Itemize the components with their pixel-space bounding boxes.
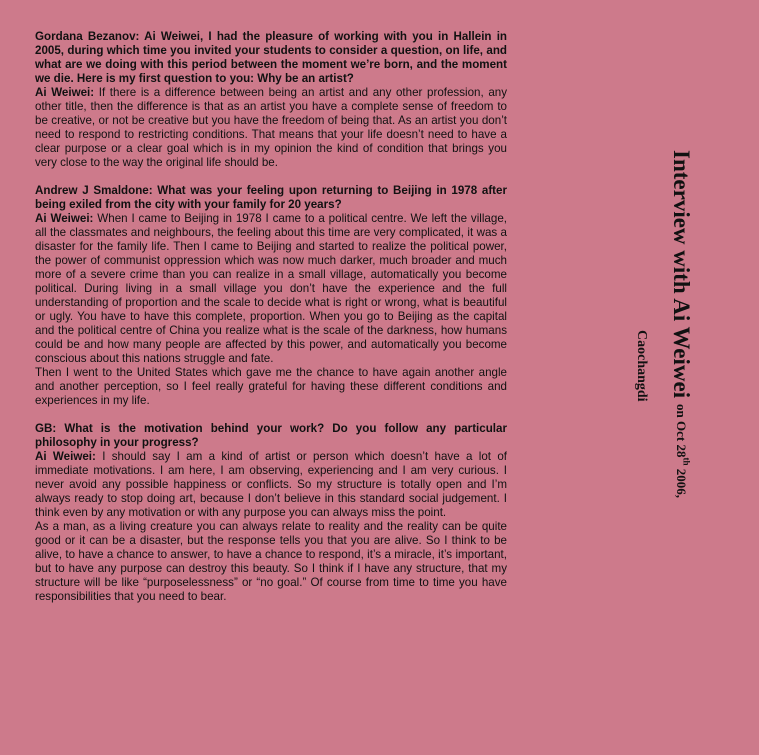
- title-date-suffix: 2006,: [674, 468, 689, 498]
- title-date-prefix: on Oct 28: [674, 403, 689, 458]
- answer-2-continuation: Then I went to the United States which gave me the chance to have again another angle and another perception, so I feel really grateful for having these different conditions and experiences in my life.: [35, 366, 507, 407]
- answer-3-speaker: Ai Weiwei:: [35, 450, 96, 463]
- answer-2: [35, 212, 507, 366]
- answer-2-text: When I came to Beijing in 1978 I came to a political centre. We left the village, all the classmates and neighbours, the feeling about this time are very complicated, it was a disaster for the family life. Then I came to Beijing and started to realize the political power, the power of communist oppression which was now much darker, much broader and much more of a severe crime than you can realize in a small village, automatically you become political. During living in a small village you don’t have the experience and the full understanding of proportion and the scale to decide what is right or wrong, what is beautiful or ugly. You have to have this complete, proportion. When you go to Beijing as the capital and the political centre of China you realize what is the scale of the darkness, how humans could be and how many people are affected by this power, and automatically you become conscious about this nations struggle and fate.: [35, 212, 507, 365]
- qa-block-2: [35, 184, 507, 408]
- question-2: Andrew J Smaldone: What was your feeling upon returning to Beijing in 1978 after being exiled from the city with your family for 20 years?: [35, 184, 507, 211]
- question-3: GB: What is the motivation behind your work? Do you follow any particular philosophy in your progress?: [35, 422, 507, 449]
- question-1: Gordana Bezanov: Ai Weiwei, I had the pleasure of working with you in Hallein in 2005, during which time you invited your students to consider a question, on life, and what are we doing with this period between the moment we’re born, and the moment we die. Here is my first question to you: Why be an artist?: [35, 30, 507, 85]
- title-date-sup: th: [681, 457, 692, 466]
- interview-text-column: [35, 30, 507, 618]
- answer-3-continuation: As a man, as a living creature you can always relate to reality and the reality can be quite good or it can be a disaster, but the response tells you that you are alive. So I think to be alive, to have a chance to answer, to have a chance to respond, it’s a miracle, it’s important, but to have any purpose can destroy this beauty. So I think if I have any structure, that my structure will be like “purposelessness” or “no goal.” Of course from time to time you have responsibilities that you need to bear.: [35, 520, 507, 603]
- answer-1: [35, 86, 507, 170]
- title-main: Interview with Ai Weiwei: [669, 150, 694, 399]
- qa-block-3: [35, 422, 507, 604]
- answer-3: [35, 450, 507, 520]
- answer-1-speaker: Ai Weiwei:: [35, 86, 95, 99]
- answer-1-text: If there is a difference between being an artist and any other profession, any other title, then the difference is that as an artist you have a complete sense of freedom to be creative, or not be creative but you have the freedom of being that. As an artist you don’t need to respond to restricting conditions. That means that your life doesn’t need to have a clear purpose or a clear goal which is in my opinion the kind of condition that brings you very close to the way the original life should be.: [35, 86, 508, 169]
- interview-title: [668, 150, 699, 498]
- qa-block-1: [35, 30, 507, 170]
- answer-3-text: I should say I am a kind of artist or person which doesn’t have a lot of immediate motivations. I am here, I am observing, experiencing and I am very curious. I never avoid any possible happiness or conflicts. So my structure is totally open and I’m always ready to stop doing art, because I don’t believe in this standard social judgement. I think even by any motivation or with any purpose you can always miss the point.: [35, 450, 507, 519]
- interview-location: Caochangdi: [634, 330, 649, 402]
- answer-2-speaker: Ai Weiwei:: [35, 212, 94, 225]
- side-title-area: [600, 150, 720, 620]
- title-date: [674, 403, 692, 498]
